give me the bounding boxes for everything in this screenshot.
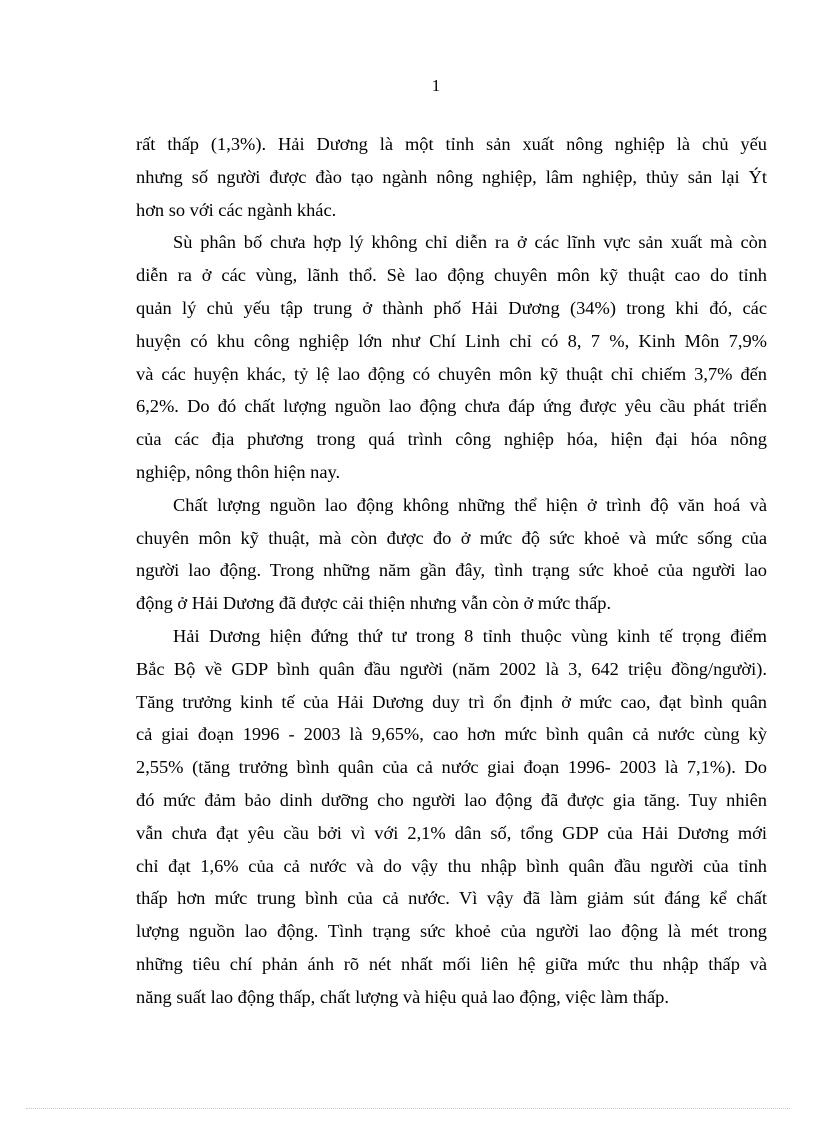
text-line: vẫn chưa đạt yêu cầu bởi vì với 2,1% dân số, tổng GDP của Hải Dương mới bbox=[136, 822, 767, 843]
text-line: người lao động. Trong những năm gần đây, tình trạng sức khoẻ của người lao bbox=[136, 560, 767, 581]
text-line: quản lý chủ yếu tập trung ở thành phố Hải Dương (34%) trong khi đó, các bbox=[136, 297, 767, 318]
text-line: rất thấp (1,3%). Hải Dương là một tỉnh sản xuất nông nghiệp là chủ yếu bbox=[136, 134, 767, 154]
text-line: những tiêu chí phản ánh rõ nét nhất mối liên hệ giữa mức thu nhập thấp và bbox=[136, 953, 767, 974]
text-line: Hải Dương hiện đứng thứ tư trong 8 tỉnh thuộc vùng kinh tế trọng điểm bbox=[173, 625, 767, 646]
text-line: 2,55% (tăng trưởng bình quân của cả nước giai đoạn 1996- 2003 là 7,1%). Do bbox=[136, 757, 767, 778]
text-line: huyện có khu công nghiệp lớn như Chí Linh chỉ có 8, 7 %, Kinh Môn 7,9% bbox=[136, 330, 767, 351]
text-line: và các huyện khác, tỷ lệ lao động có chuyên môn kỹ thuật chỉ chiếm 3,7% đến bbox=[136, 363, 767, 384]
text-line: diễn ra ở các vùng, lãnh thổ. Sè lao động chuyên môn kỹ thuật cao do tỉnh bbox=[136, 265, 767, 286]
text-line: cả giai đoạn 1996 - 2003 là 9,65%, cao hơn mức bình quân cả nước cùng kỳ bbox=[136, 724, 767, 745]
text-line: Chất lượng nguồn lao động không những thể hiện ở trình độ văn hoá và bbox=[173, 494, 767, 515]
text-line: lượng nguồn lao động. Tình trạng sức khoẻ của người lao động là mét trong bbox=[136, 921, 767, 942]
text-line: động ở Hải Dương đã được cải thiện nhưng vẫn còn ở mức thấp. bbox=[136, 593, 612, 614]
paragraph-1 bbox=[136, 128, 767, 226]
text-line: chỉ đạt 1,6% của cả nước và do vậy thu nhập bình quân đầu người của tỉnh bbox=[136, 855, 767, 876]
text-line: nghiệp, nông thôn hiện nay. bbox=[136, 461, 341, 482]
text-line: 6,2%. Do đó chất lượng nguồn lao động chưa đáp ứng được yêu cầu phát triển bbox=[136, 396, 767, 417]
paragraph-2 bbox=[136, 226, 767, 488]
document-body bbox=[136, 128, 767, 1014]
text-line: năng suất lao động thấp, chất lượng và hiệu quả lao động, việc làm thấp. bbox=[136, 986, 669, 1007]
text-line: Tăng trưởng kinh tế của Hải Dương duy trì ổn định ở mức cao, đạt bình quân bbox=[136, 691, 767, 712]
page-number: 1 bbox=[431, 76, 441, 95]
paragraph-4 bbox=[136, 620, 767, 1014]
text-line: hơn so với các ngành khác. bbox=[136, 199, 337, 220]
page-bottom-divider bbox=[26, 1108, 790, 1109]
text-line: Bắc Bộ về GDP bình quân đầu người (năm 2002 là 3, 642 triệu đồng/người). bbox=[136, 658, 767, 679]
text-line: đó mức đảm bảo dinh dưỡng cho người lao động đã được gia tăng. Tuy nhiên bbox=[136, 789, 767, 810]
text-line: Sù phân bố chưa hợp lý không chỉ diễn ra ở các lĩnh vực sản xuất mà còn bbox=[173, 232, 767, 253]
text-line: của các địa phương trong quá trình công nghiệp hóa, hiện đại hóa nông bbox=[136, 429, 767, 450]
paragraph-3 bbox=[136, 489, 767, 620]
text-line: thấp hơn mức trung bình của cả nước. Vì vậy đã làm giảm sút đáng kể chất bbox=[136, 888, 767, 909]
text-line: nhưng số người được đào tạo ngành nông nghiệp, lâm nghiệp, thủy sản lại Ýt bbox=[136, 166, 767, 187]
text-line: chuyên môn kỹ thuật, mà còn được đo ở mức độ sức khoẻ và mức sống của bbox=[136, 527, 767, 548]
